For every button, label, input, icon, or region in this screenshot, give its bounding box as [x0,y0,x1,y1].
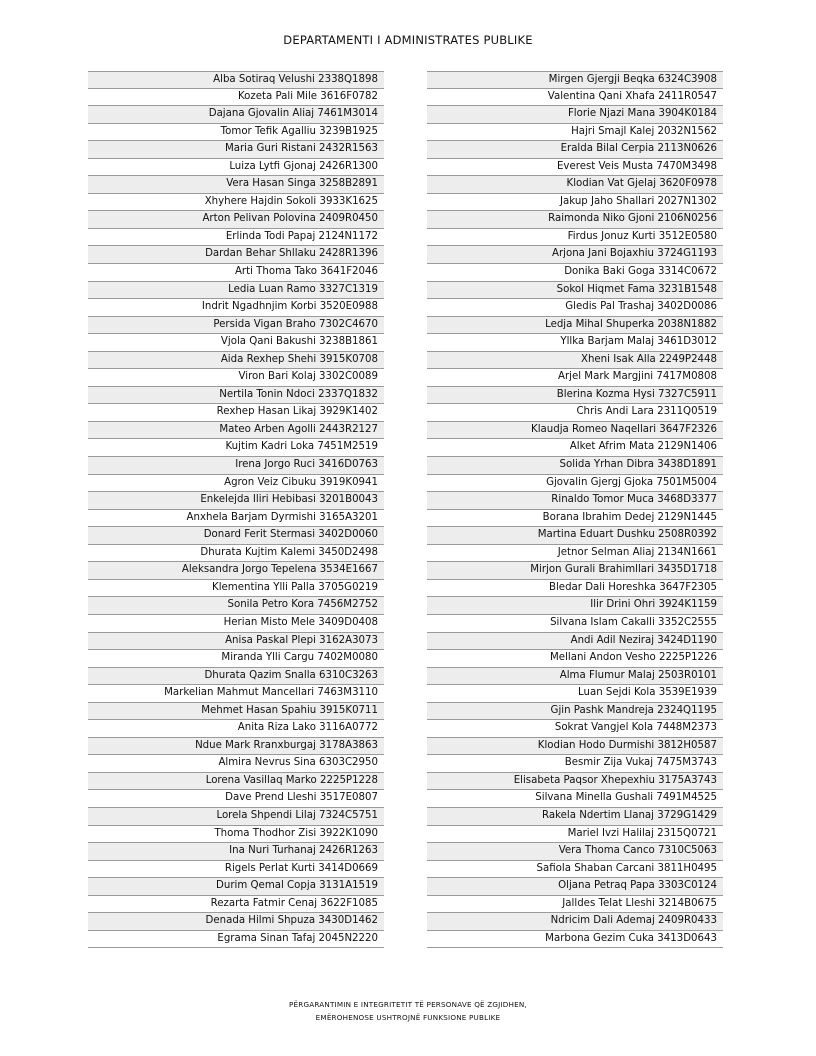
name-row: Mirjon Gurali Brahimllari 3435D1718 [427,562,723,580]
name-row: Miranda Ylli Cargu 7402M0080 [88,650,384,668]
name-row: Persida Vigan Braho 7302C4670 [88,317,384,335]
name-row: Jetnor Selman Aliaj 2134N1661 [427,545,723,563]
name-row: Klodian Vat Gjelaj 3620F0978 [427,176,723,194]
footer-line-2: EMËROHENOSE USHTROJNË FUNKSIONE PUBLIKE [315,1013,501,1022]
name-row: Arton Pelivan Polovina 2409R0450 [88,211,384,229]
name-row: Valentina Qani Xhafa 2411R0547 [427,89,723,107]
name-row: Aida Rexhep Shehi 3915K0708 [88,352,384,370]
name-row: Mateo Arben Agolli 2443R2127 [88,422,384,440]
name-row: Alma Flumur Malaj 2503R0101 [427,668,723,686]
name-row: Elisabeta Paqsor Xhepexhiu 3175A3743 [427,773,723,791]
name-row: Ina Nuri Turhanaj 2426R1263 [88,843,384,861]
right-name-column [427,71,723,948]
name-row: Agron Veiz Cibuku 3919K0941 [88,475,384,493]
name-row: Sokol Hiqmet Fama 3231B1548 [427,282,723,300]
name-row: Indrit Ngadhnjim Korbi 3520E0988 [88,299,384,317]
name-row: Egrama Sinan Tafaj 2045N2220 [88,931,384,949]
left-name-column [88,71,384,948]
name-row: Mariel Ivzi Halilaj 2315Q0721 [427,826,723,844]
name-row: Eralda Bilal Cerpia 2113N0626 [427,141,723,159]
page-title: DEPARTAMENTI I ADMINISTRATES PUBLIKE [283,33,533,47]
name-row: Silvana Minella Gushali 7491M4525 [427,790,723,808]
name-row: Sokrat Vangjel Kola 7448M2373 [427,720,723,738]
name-row: Ledia Luan Ramo 3327C1319 [88,282,384,300]
name-row: Arjona Jani Bojaxhiu 3724G1193 [427,246,723,264]
name-row: Sonila Petro Kora 7456M2752 [88,597,384,615]
name-row: Rexhep Hasan Likaj 3929K1402 [88,404,384,422]
name-row: Raimonda Niko Gjoni 2106N0256 [427,211,723,229]
name-row: Safiola Shaban Carcani 3811H0495 [427,861,723,879]
name-row: Blerina Kozma Hysi 7327C5911 [427,387,723,405]
name-row: Enkelejda Iliri Hebibasi 3201B0043 [88,492,384,510]
name-row: Arti Thoma Tako 3641F2046 [88,264,384,282]
name-row: Mirgen Gjergji Beqka 6324C3908 [427,71,723,89]
name-row: Viron Bari Kolaj 3302C0089 [88,369,384,387]
name-row: Anita Riza Lako 3116A0772 [88,720,384,738]
name-row: Rezarta Fatmir Cenaj 3622F1085 [88,896,384,914]
name-row: Mellani Andon Vesho 2225P1226 [427,650,723,668]
name-row: Dave Prend Lleshi 3517E0807 [88,790,384,808]
name-row: Vera Hasan Singa 3258B2891 [88,176,384,194]
name-row: Donard Ferit Stermasi 3402D0060 [88,527,384,545]
name-row: Rakela Ndertim Llanaj 3729G1429 [427,808,723,826]
name-row: Gledis Pal Trashaj 3402D0086 [427,299,723,317]
name-row: Borana Ibrahim Dedej 2129N1445 [427,510,723,528]
name-row: Chris Andi Lara 2311Q0519 [427,404,723,422]
name-row: Alket Afrim Mata 2129N1406 [427,439,723,457]
name-row: Klementina Ylli Palla 3705G0219 [88,580,384,598]
name-row: Florie Njazi Mana 3904K0184 [427,106,723,124]
page-footer [0,998,816,1024]
name-row: Oljana Petraq Papa 3303C0124 [427,878,723,896]
name-row: Kozeta Pali Mile 3616F0782 [88,89,384,107]
name-row: Gjin Pashk Mandreja 2324Q1195 [427,703,723,721]
name-row: Andi Adil Neziraj 3424D1190 [427,633,723,651]
name-row: Solida Yrhan Dibra 3438D1891 [427,457,723,475]
name-row: Rinaldo Tomor Muca 3468D3377 [427,492,723,510]
name-row: Vera Thoma Canco 7310C5063 [427,843,723,861]
name-row: Xhyhere Hajdin Sokoli 3933K1625 [88,194,384,212]
name-row: Jalldes Telat Lleshi 3214B0675 [427,896,723,914]
name-row: Everest Veis Musta 7470M3498 [427,159,723,177]
name-row: Firdus Jonuz Kurti 3512E0580 [427,229,723,247]
name-row: Klaudja Romeo Naqellari 3647F2326 [427,422,723,440]
name-row: Luiza Lytfi Gjonaj 2426R1300 [88,159,384,177]
name-row: Vjola Qani Bakushi 3238B1861 [88,334,384,352]
name-row: Markelian Mahmut Mancellari 7463M3110 [88,685,384,703]
name-row: Dhurata Kujtim Kalemi 3450D2498 [88,545,384,563]
name-row: Rigels Perlat Kurti 3414D0669 [88,861,384,879]
name-row: Besmir Zija Vukaj 7475M3743 [427,755,723,773]
name-row: Luan Sejdi Kola 3539E1939 [427,685,723,703]
name-row: Almira Nevrus Sina 6303C2950 [88,755,384,773]
name-row: Dhurata Qazim Snalla 6310C3263 [88,668,384,686]
name-row: Jakup Jaho Shallari 2027N1302 [427,194,723,212]
name-row: Erlinda Todi Papaj 2124N1172 [88,229,384,247]
footer-line-1: PËRGARANTIMIN E INTEGRITETIT TË PERSONAVE QË ZGJIDHEN, [289,1000,527,1009]
name-row: Mehmet Hasan Spahiu 3915K0711 [88,703,384,721]
name-row: Dajana Gjovalin Aliaj 7461M3014 [88,106,384,124]
name-row: Lorena Vasillaq Marko 2225P1228 [88,773,384,791]
name-row: Ndue Mark Rranxburgaj 3178A3863 [88,738,384,756]
name-row: Tomor Tefik Agalliu 3239B1925 [88,124,384,142]
name-row: Thoma Thodhor Zisi 3922K1090 [88,826,384,844]
name-row: Martina Eduart Dushku 2508R0392 [427,527,723,545]
name-row: Bledar Dali Horeshka 3647F2305 [427,580,723,598]
name-row: Nertila Tonin Ndoci 2337Q1832 [88,387,384,405]
name-row: Donika Baki Goga 3314C0672 [427,264,723,282]
name-row: Dardan Behar Shllaku 2428R1396 [88,246,384,264]
name-row: Ilir Drini Ohri 3924K1159 [427,597,723,615]
name-row: Maria Guri Ristani 2432R1563 [88,141,384,159]
name-row: Irena Jorgo Ruci 3416D0763 [88,457,384,475]
name-row: Lorela Shpendi Lilaj 7324C5751 [88,808,384,826]
name-row: Hajri Smajl Kalej 2032N1562 [427,124,723,142]
name-row: Ledja Mihal Shuperka 2038N1882 [427,317,723,335]
name-row: Kujtim Kadri Loka 7451M2519 [88,439,384,457]
name-row: Arjel Mark Margjini 7417M0808 [427,369,723,387]
name-row: Durim Qemal Copja 3131A1519 [88,878,384,896]
name-row: Klodian Hodo Durmishi 3812H0587 [427,738,723,756]
name-row: Xheni Isak Alla 2249P2448 [427,352,723,370]
name-row: Denada Hilmi Shpuza 3430D1462 [88,913,384,931]
name-row: Gjovalin Gjergj Gjoka 7501M5004 [427,475,723,493]
name-row: Marbona Gezim Cuka 3413D0643 [427,931,723,949]
name-row: Alba Sotiraq Velushi 2338Q1898 [88,71,384,89]
name-row: Yllka Barjam Malaj 3461D3012 [427,334,723,352]
name-row: Silvana Islam Cakalli 3352C2555 [427,615,723,633]
name-row: Anisa Paskal Plepi 3162A3073 [88,633,384,651]
name-row: Aleksandra Jorgo Tepelena 3534E1667 [88,562,384,580]
name-row: Herian Misto Mele 3409D0408 [88,615,384,633]
name-row: Ndricim Dali Ademaj 2409R0433 [427,913,723,931]
name-row: Anxhela Barjam Dyrmishi 3165A3201 [88,510,384,528]
